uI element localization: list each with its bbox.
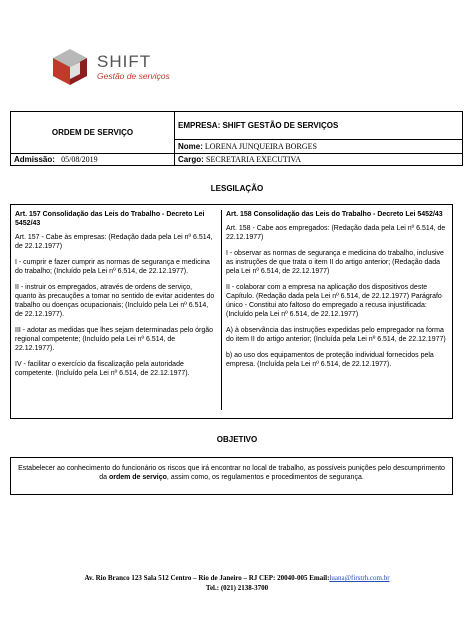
art158-paragraph: I - observar as normas de segurança e medicina do trabalho, inclusive as instruções de que trata o item II do artigo anterior; (Redação dada pela Lei nº 6.514, de 22.12.1977)	[226, 250, 444, 275]
admissao-cell	[11, 154, 175, 166]
column-divider	[221, 210, 222, 410]
art157-paragraph: III - adotar as medidas que lhes sejam determinadas pelo órgão regional competente; (Incluído pela Lei nº 6.514, de 22.12.1977).	[15, 327, 214, 352]
footer-address-line	[0, 574, 474, 582]
footer-email-link[interactable]: luana@firstrh.com.br	[329, 574, 390, 582]
art157-column	[15, 210, 215, 385]
legislacao-box	[10, 204, 453, 419]
art158-paragraph: A) à observância das instruções expedidas pelo empregador na forma do item II do artigo anterior; (Incluída pela Lei nº 6.514, de 22.12.1977)	[226, 327, 446, 343]
art158-paragraph: II - colaborar com a empresa na aplicação dos dispositivos deste Capítulo. (Redação dada pela Lei nº 6.514, de 22.12.1977) Parágrafo único - Constitui ato faltoso do empregado a recusa injustificada: (Incluído pela Lei nº 6.514, de 22.12.1977)	[226, 284, 442, 318]
legislacao-title: LESGILAÇÃO	[210, 184, 264, 193]
brand-subtitle: Gestão de serviços	[97, 71, 170, 81]
objetivo-text-start: Estabelecer ao conhecimento do funcionário os riscos que irá encontrar no local de trabalho, as possíveis punições pelo descumprimento da	[18, 465, 445, 481]
admissao-value: 05/08/2019	[61, 155, 98, 164]
art157-paragraph: II - instruir os empregados, através de ordens de serviço, quanto às precauções a tomar no sentido de evitar acidentes do trabalho ou doenças ocupacionais; (Incluído pela Lei nº 6.514, de 22.12.1977).	[15, 284, 215, 318]
art158-paragraph: b) ao uso dos equipamentos de proteção individual fornecidos pela empresa. (Incluída pela Lei nº 6.514, de 22.12.1977).	[226, 352, 434, 368]
art158-paragraph: Art. 158 - Cabe aos empregados: (Redação dada pela Lei nº 6.514, de 22.12.1977)	[226, 225, 446, 241]
footer-address: Av. Rio Branco 123 Sala 512 Centro – Rio de Janeiro – RJ CEP: 20040-005 Email:	[84, 574, 330, 582]
art157-paragraph: Art. 157 - Cabe às empresas: (Redação dada pela Lei nº 6.514, de 22.12.1977)	[15, 234, 213, 250]
cargo-label: Cargo:	[178, 155, 204, 164]
objetivo-text	[11, 458, 452, 482]
admissao-label: Admissão:	[14, 155, 55, 164]
nome-value: LORENA JUNQUEIRA BORGES	[204, 142, 317, 151]
brand-name: SHIFT	[97, 52, 152, 71]
document-title: ORDEM DE SERVIÇO	[11, 112, 175, 154]
company-name: EMPRESA: SHIFT GESTÃO DE SERVIÇOS	[175, 112, 463, 140]
footer-phone: Tel.: (021) 2138-3700	[205, 584, 269, 592]
objetivo-text-end: , assim como, os regulamentos e procedimentos de segurança.	[166, 474, 364, 481]
art158-heading: Art. 158 Consolidação das Leis do Trabalho - Decreto Lei 5452/43	[226, 211, 443, 218]
objetivo-text-bold: ordem de serviço	[108, 474, 167, 481]
cargo-cell	[175, 154, 463, 166]
cargo-value: SECRETARIA EXECUTIVA	[206, 155, 302, 164]
art157-heading: Art. 157 Consolidação das Leis do Trabalho - Decreto Lei 5452/43	[15, 211, 205, 227]
objetivo-title: OBJETIVO	[216, 435, 258, 444]
art158-column	[226, 210, 446, 376]
shift-logo-icon	[50, 47, 90, 87]
art157-paragraph: IV - facilitar o exercício da fiscalização pela autoridade competente. (Incluído pela Lei nº 6.514, de 22.12.1977).	[15, 361, 190, 377]
header-table	[10, 111, 463, 166]
employee-name-row	[175, 140, 463, 154]
art157-paragraph: I - cumprir e fazer cumprir as normas de segurança e medicina do trabalho; (Incluído pela Lei nº 6.514, de 22.12.1977).	[15, 259, 210, 275]
nome-label: Nome:	[178, 142, 203, 151]
objetivo-box	[10, 457, 453, 495]
